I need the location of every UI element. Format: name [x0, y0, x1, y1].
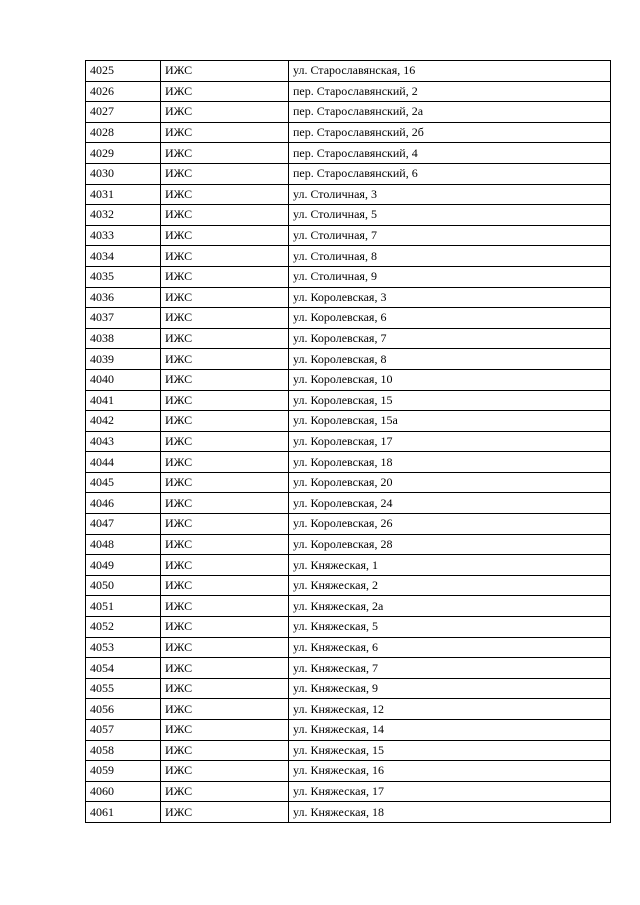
row-number-cell: 4026	[86, 81, 161, 102]
row-number-cell: 4048	[86, 534, 161, 555]
table-row	[86, 246, 611, 267]
table-row	[86, 781, 611, 802]
object-type-cell: ИЖС	[161, 369, 289, 390]
address-cell: ул. Королевская, 24	[289, 493, 611, 514]
table-row	[86, 472, 611, 493]
address-cell: ул. Столичная, 7	[289, 225, 611, 246]
row-number-cell: 4049	[86, 555, 161, 576]
row-number-cell: 4025	[86, 61, 161, 82]
address-cell: ул. Княжеская, 5	[289, 617, 611, 638]
table-row	[86, 225, 611, 246]
address-cell: пер. Старославянский, 2	[289, 81, 611, 102]
row-number-cell: 4027	[86, 102, 161, 123]
address-cell: ул. Княжеская, 14	[289, 720, 611, 741]
row-number-cell: 4051	[86, 596, 161, 617]
table-row	[86, 102, 611, 123]
table-row	[86, 555, 611, 576]
row-number-cell: 4031	[86, 184, 161, 205]
object-type-cell: ИЖС	[161, 328, 289, 349]
address-cell: ул. Столичная, 9	[289, 266, 611, 287]
row-number-cell: 4032	[86, 205, 161, 226]
table-row	[86, 122, 611, 143]
address-cell: ул. Королевская, 15	[289, 390, 611, 411]
row-number-cell: 4061	[86, 802, 161, 823]
object-type-cell: ИЖС	[161, 493, 289, 514]
address-cell: ул. Королевская, 7	[289, 328, 611, 349]
table-row	[86, 81, 611, 102]
object-type-cell: ИЖС	[161, 61, 289, 82]
object-type-cell: ИЖС	[161, 411, 289, 432]
table-row	[86, 740, 611, 761]
address-cell: пер. Старославянский, 6	[289, 163, 611, 184]
address-cell: ул. Княжеская, 17	[289, 781, 611, 802]
object-type-cell: ИЖС	[161, 761, 289, 782]
row-number-cell: 4035	[86, 266, 161, 287]
object-type-cell: ИЖС	[161, 802, 289, 823]
row-number-cell: 4045	[86, 472, 161, 493]
row-number-cell: 4047	[86, 514, 161, 535]
table-row	[86, 431, 611, 452]
address-cell: ул. Столичная, 8	[289, 246, 611, 267]
row-number-cell: 4041	[86, 390, 161, 411]
object-type-cell: ИЖС	[161, 658, 289, 679]
row-number-cell: 4028	[86, 122, 161, 143]
address-cell: ул. Королевская, 18	[289, 452, 611, 473]
object-type-cell: ИЖС	[161, 678, 289, 699]
object-type-cell: ИЖС	[161, 452, 289, 473]
table-row	[86, 266, 611, 287]
row-number-cell: 4034	[86, 246, 161, 267]
object-type-cell: ИЖС	[161, 637, 289, 658]
address-cell: ул. Княжеская, 1	[289, 555, 611, 576]
row-number-cell: 4043	[86, 431, 161, 452]
object-type-cell: ИЖС	[161, 81, 289, 102]
table-row	[86, 349, 611, 370]
object-type-cell: ИЖС	[161, 184, 289, 205]
object-type-cell: ИЖС	[161, 720, 289, 741]
table-row	[86, 761, 611, 782]
row-number-cell: 4040	[86, 369, 161, 390]
row-number-cell: 4050	[86, 575, 161, 596]
table-row	[86, 452, 611, 473]
object-type-cell: ИЖС	[161, 287, 289, 308]
table-row	[86, 61, 611, 82]
table-row	[86, 658, 611, 679]
object-type-cell: ИЖС	[161, 308, 289, 329]
row-number-cell: 4060	[86, 781, 161, 802]
object-type-cell: ИЖС	[161, 575, 289, 596]
row-number-cell: 4059	[86, 761, 161, 782]
table-row	[86, 328, 611, 349]
address-cell: ул. Столичная, 3	[289, 184, 611, 205]
table-row	[86, 184, 611, 205]
table-row	[86, 720, 611, 741]
row-number-cell: 4052	[86, 617, 161, 638]
address-table-body	[86, 61, 611, 823]
table-row	[86, 596, 611, 617]
table-row	[86, 411, 611, 432]
address-cell: ул. Королевская, 15а	[289, 411, 611, 432]
address-cell: ул. Княжеская, 7	[289, 658, 611, 679]
address-cell: ул. Княжеская, 16	[289, 761, 611, 782]
object-type-cell: ИЖС	[161, 143, 289, 164]
table-row	[86, 287, 611, 308]
row-number-cell: 4046	[86, 493, 161, 514]
address-cell: ул. Княжеская, 9	[289, 678, 611, 699]
address-cell: пер. Старославянский, 2а	[289, 102, 611, 123]
row-number-cell: 4029	[86, 143, 161, 164]
object-type-cell: ИЖС	[161, 596, 289, 617]
object-type-cell: ИЖС	[161, 266, 289, 287]
object-type-cell: ИЖС	[161, 781, 289, 802]
object-type-cell: ИЖС	[161, 102, 289, 123]
table-row	[86, 369, 611, 390]
row-number-cell: 4058	[86, 740, 161, 761]
object-type-cell: ИЖС	[161, 431, 289, 452]
row-number-cell: 4055	[86, 678, 161, 699]
table-row	[86, 802, 611, 823]
object-type-cell: ИЖС	[161, 555, 289, 576]
table-row	[86, 699, 611, 720]
row-number-cell: 4039	[86, 349, 161, 370]
row-number-cell: 4036	[86, 287, 161, 308]
object-type-cell: ИЖС	[161, 534, 289, 555]
table-row	[86, 308, 611, 329]
address-cell: ул. Королевская, 3	[289, 287, 611, 308]
row-number-cell: 4054	[86, 658, 161, 679]
row-number-cell: 4053	[86, 637, 161, 658]
object-type-cell: ИЖС	[161, 349, 289, 370]
address-cell: пер. Старославянский, 2б	[289, 122, 611, 143]
address-cell: пер. Старославянский, 4	[289, 143, 611, 164]
object-type-cell: ИЖС	[161, 740, 289, 761]
row-number-cell: 4030	[86, 163, 161, 184]
address-table	[85, 60, 611, 823]
table-row	[86, 205, 611, 226]
object-type-cell: ИЖС	[161, 225, 289, 246]
object-type-cell: ИЖС	[161, 514, 289, 535]
address-cell: ул. Королевская, 10	[289, 369, 611, 390]
row-number-cell: 4056	[86, 699, 161, 720]
object-type-cell: ИЖС	[161, 390, 289, 411]
row-number-cell: 4044	[86, 452, 161, 473]
object-type-cell: ИЖС	[161, 472, 289, 493]
address-cell: ул. Королевская, 20	[289, 472, 611, 493]
address-cell: ул. Княжеская, 12	[289, 699, 611, 720]
table-row	[86, 575, 611, 596]
object-type-cell: ИЖС	[161, 617, 289, 638]
address-cell: ул. Княжеская, 2	[289, 575, 611, 596]
address-cell: ул. Княжеская, 18	[289, 802, 611, 823]
table-row	[86, 514, 611, 535]
row-number-cell: 4042	[86, 411, 161, 432]
object-type-cell: ИЖС	[161, 246, 289, 267]
table-row	[86, 493, 611, 514]
address-cell: ул. Королевская, 17	[289, 431, 611, 452]
row-number-cell: 4033	[86, 225, 161, 246]
table-row	[86, 617, 611, 638]
address-cell: ул. Княжеская, 6	[289, 637, 611, 658]
table-row	[86, 534, 611, 555]
table-row	[86, 637, 611, 658]
row-number-cell: 4038	[86, 328, 161, 349]
object-type-cell: ИЖС	[161, 205, 289, 226]
table-row	[86, 678, 611, 699]
table-row	[86, 163, 611, 184]
address-cell: ул. Столичная, 5	[289, 205, 611, 226]
address-cell: ул. Королевская, 28	[289, 534, 611, 555]
address-cell: ул. Княжеская, 15	[289, 740, 611, 761]
table-row	[86, 390, 611, 411]
object-type-cell: ИЖС	[161, 699, 289, 720]
row-number-cell: 4037	[86, 308, 161, 329]
row-number-cell: 4057	[86, 720, 161, 741]
object-type-cell: ИЖС	[161, 122, 289, 143]
address-cell: ул. Королевская, 8	[289, 349, 611, 370]
address-cell: ул. Королевская, 6	[289, 308, 611, 329]
address-cell: ул. Старославянская, 16	[289, 61, 611, 82]
address-cell: ул. Королевская, 26	[289, 514, 611, 535]
address-cell: ул. Княжеская, 2а	[289, 596, 611, 617]
object-type-cell: ИЖС	[161, 163, 289, 184]
table-row	[86, 143, 611, 164]
